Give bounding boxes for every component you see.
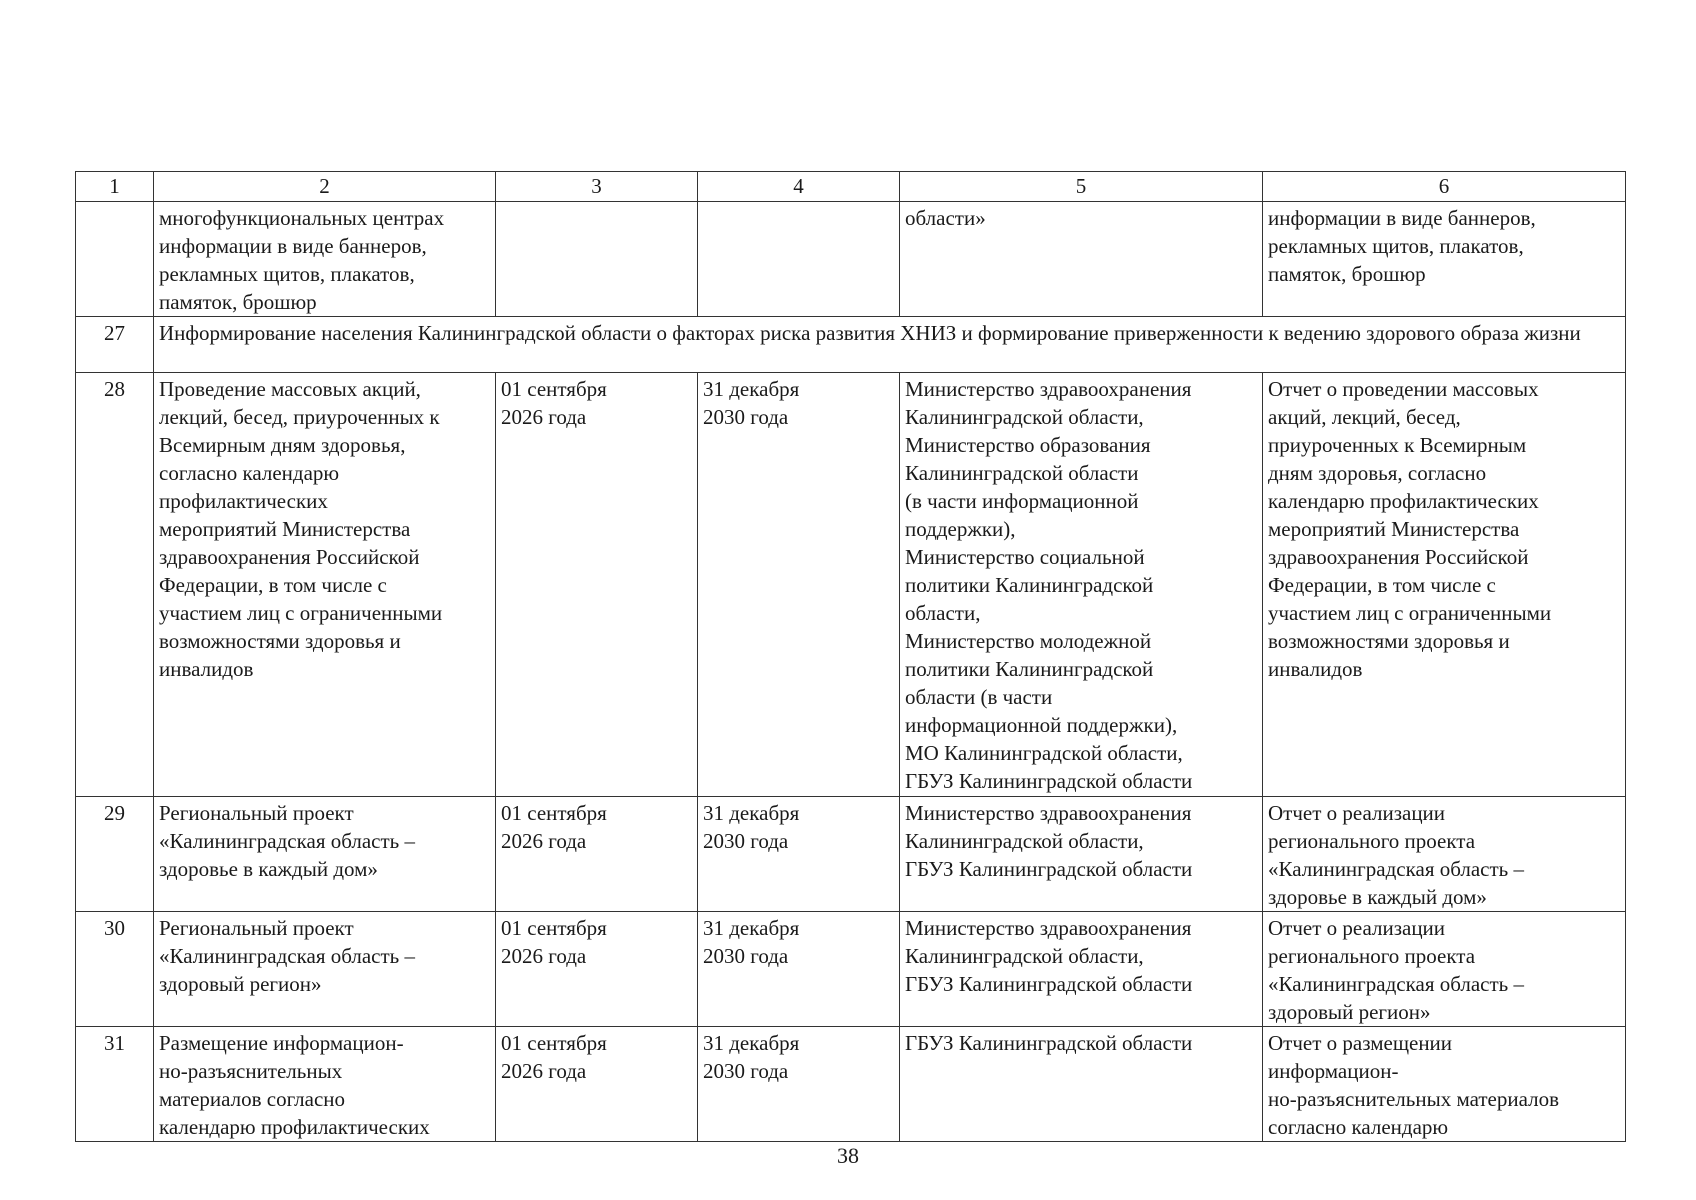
table-row [76, 797, 1626, 912]
result-cell: Отчет о реализации регионального проекта «Калининградская область – здоровый регион» [1263, 912, 1626, 1027]
result-cell: Отчет о размещении информацион- но-разъяснительных материалов согласно календарю [1263, 1027, 1626, 1142]
section-row [76, 317, 1626, 373]
start-date-cell: 01 сентября 2026 года [496, 912, 698, 1027]
activity-cell: Проведение массовых акций, лекций, бесед, приуроченных к Всемирным дням здоровья, согласно календарю профилактических мероприятий Министерства здравоохранения Российской Федерации, в том числе с участием лиц с ограниченными возможностями здоровья и инвалидов [154, 373, 496, 797]
result-cell: Отчет о проведении массовых акций, лекций, бесед, приуроченных к Всемирным дням здоровья, согласно календарю профилактических мероприятий Министерства здравоохранения Российской Федерации, в том числе с участием лиц с ограниченными возможностями здоровья и инвалидов [1263, 373, 1626, 797]
column-header: 1 [76, 172, 154, 202]
end-date-cell: 31 декабря 2030 года [698, 373, 900, 797]
row-number-cell [76, 202, 154, 317]
responsible-cell: Министерство здравоохранения Калининградской области, ГБУЗ Калининградской области [900, 912, 1263, 1027]
table-row [76, 912, 1626, 1027]
activity-cell: Размещение информацион- но-разъяснительных материалов согласно календарю профилактических [154, 1027, 496, 1142]
start-date-cell: 01 сентября 2026 года [496, 1027, 698, 1142]
row-number-cell: 30 [76, 912, 154, 1027]
row-number-cell: 31 [76, 1027, 154, 1142]
continuation-row [76, 202, 1626, 317]
section-title-cell: Информирование населения Калининградской области о факторах риска развития ХНИЗ и формирование приверженности к ведению здорового образа жизни [154, 317, 1626, 373]
table-row [76, 373, 1626, 797]
responsible-cell: Министерство здравоохранения Калининградской области, Министерство образования Калининградской области (в части информационной поддержки), Министерство социальной политики Калининградской области, Министерство молодежной политики Калининградской области (в части информационной поддержки), МО Калининградской области, ГБУЗ Калининградской области [900, 373, 1263, 797]
activity-cell: многофункциональных центрах информации в виде баннеров, рекламных щитов, плакатов, памяток, брошюр [154, 202, 496, 317]
result-cell: информации в виде баннеров, рекламных щитов, плакатов, памяток, брошюр [1263, 202, 1626, 317]
result-cell: Отчет о реализации регионального проекта «Калининградская область – здоровье в каждый дом» [1263, 797, 1626, 912]
activity-cell: Региональный проект «Калининградская область – здоровье в каждый дом» [154, 797, 496, 912]
responsible-cell: области» [900, 202, 1263, 317]
end-date-cell: 31 декабря 2030 года [698, 797, 900, 912]
start-date-cell: 01 сентября 2026 года [496, 373, 698, 797]
activities-table [75, 171, 1626, 1142]
column-header: 6 [1263, 172, 1626, 202]
column-number-row [76, 172, 1626, 202]
end-date-cell: 31 декабря 2030 года [698, 912, 900, 1027]
page-number: 38 [837, 1143, 859, 1168]
row-number-cell: 28 [76, 373, 154, 797]
end-date-cell [698, 202, 900, 317]
column-header: 3 [496, 172, 698, 202]
row-number-cell: 29 [76, 797, 154, 912]
responsible-cell: ГБУЗ Калининградской области [900, 1027, 1263, 1142]
column-header: 4 [698, 172, 900, 202]
row-number-cell: 27 [76, 317, 154, 373]
start-date-cell: 01 сентября 2026 года [496, 797, 698, 912]
end-date-cell: 31 декабря 2030 года [698, 1027, 900, 1142]
start-date-cell [496, 202, 698, 317]
column-header: 5 [900, 172, 1263, 202]
responsible-cell: Министерство здравоохранения Калининградской области, ГБУЗ Калининградской области [900, 797, 1263, 912]
activity-cell: Региональный проект «Калининградская область – здоровый регион» [154, 912, 496, 1027]
column-header: 2 [154, 172, 496, 202]
table-row [76, 1027, 1626, 1142]
